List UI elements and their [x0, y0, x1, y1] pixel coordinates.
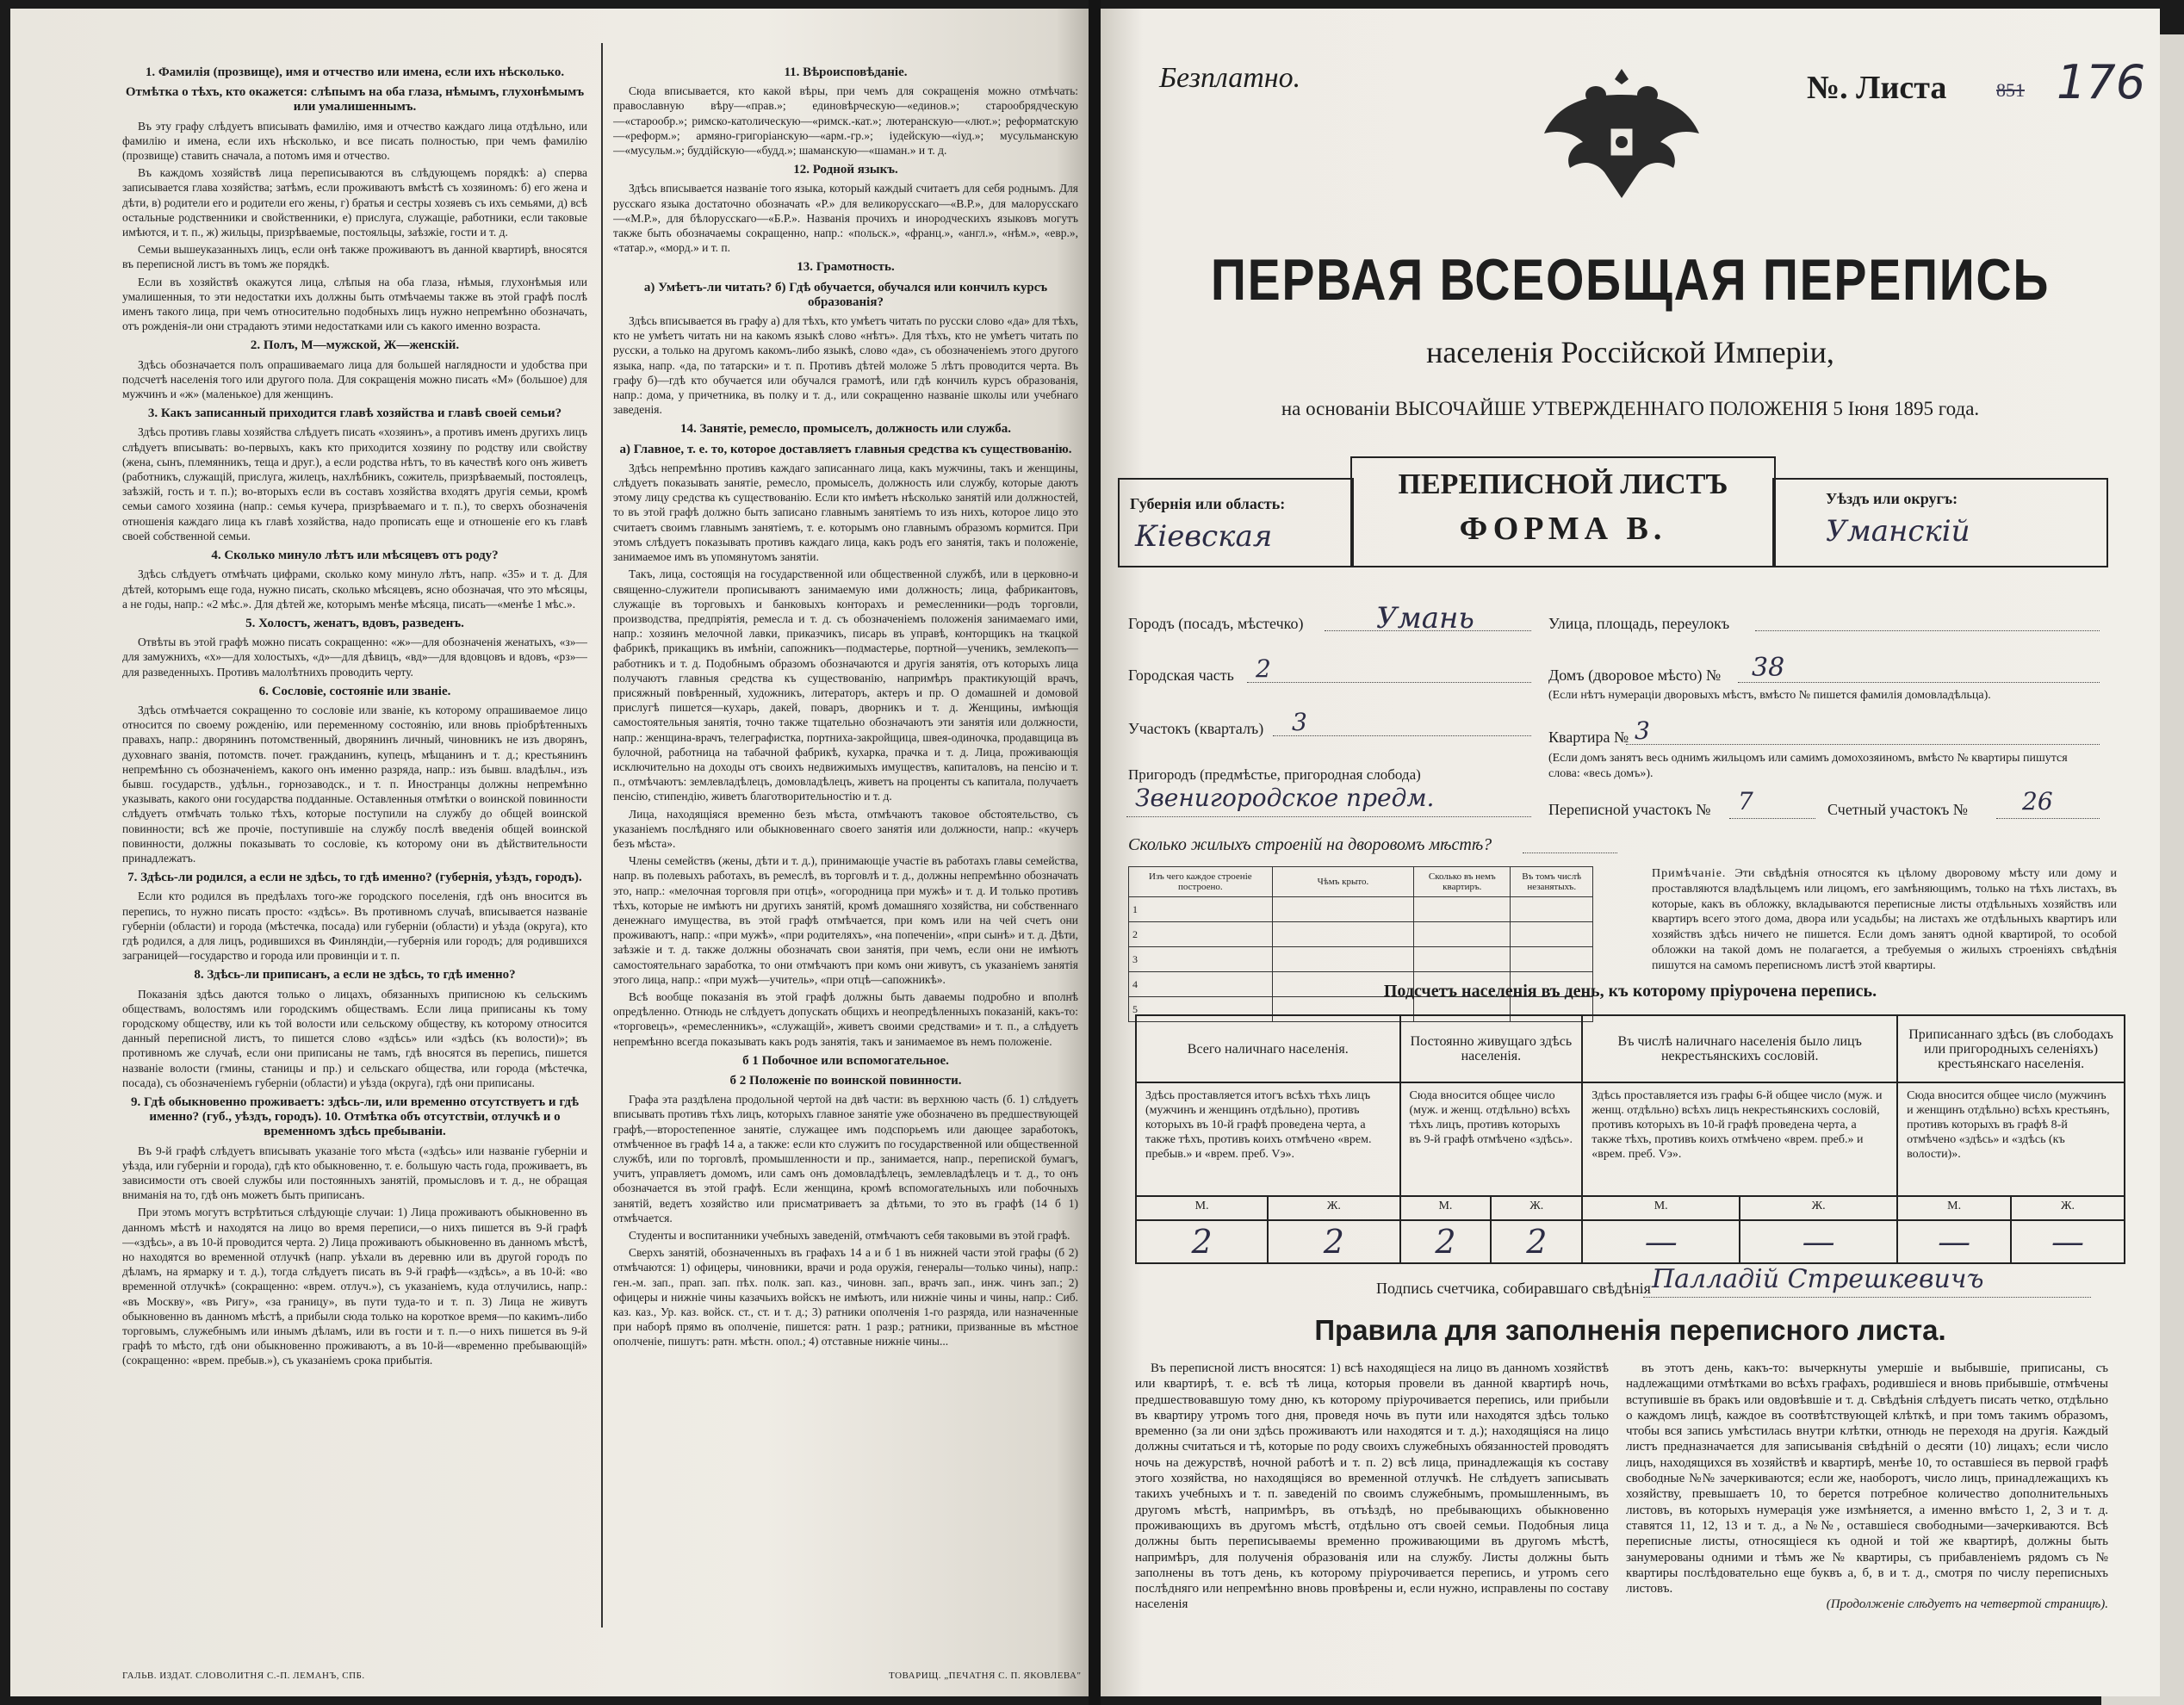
apartment-value: 3	[1635, 716, 1650, 745]
count-header-cell: Въ числѣ наличнаго населенія было лицъ некрестьянскихъ сословій.	[1582, 1015, 1897, 1082]
instruction-paragraph: Графа эта раздѣлена продольной чертой на двѣ части: въ верхнюю часть (б. 1) слѣдуетъ вписывать противъ тѣхъ лицъ, которыхъ главное занятіе уже обозначено въ предшествующей графѣ,—второстепенное занятіе, служащее имъ подспорьемъ или дающее заработокъ, отмѣченное въ графѣ 14 а, а также: если кто служитъ по государственной или общественной службѣ, или по торговлѣ, промышленности и пр., занимается, напр., перепиской бумагъ, учитъ, управляетъ домомъ, или самъ онъ домовладѣлецъ, землевладѣлецъ и т. д., то онъ обозначается въ этой графѣ. Если женщина, кромѣ вспомогательныхъ или побочныхъ занятій, ведетъ хозяйство или присматриваетъ за дѣтьми, то это въ графѣ (14 б 1) отмѣчается.	[613, 1093, 1078, 1224]
buildings-cell	[1511, 922, 1593, 947]
instruction-paragraph: Сверхъ занятій, обозначенныхъ въ графахъ 14 а и б 1 въ нижней части этой графы (б 2) отмѣчаются: 1) офицеры, чиновники, врачи и рода оружія, генералы—только чины), напр.: ген.-м. зап., прап. зап. пѣх. полк. зап. каз., чиновн. зап., врачъ зап., инж. чинъ зап.; 2) офицеры и нижніе чины казачьихъ войскъ не имѣютъ, или нижніе чины и чины, напр.: Сиб. каз. каз., Ур. каз. войск. ст., ст. и т. д.; 3) ратники ополченія 1-го разряда, или назначенные при наборѣ прямо въ ополченіе, пишется: ратн. 1 разр.; ратники, призванные въ мѣстное ополченіе, пишутъ: ратн. мѣстн. опол.; 4) отставные нижніе чины...	[613, 1246, 1078, 1348]
instruction-heading: 1. Фамилія (прозвище), имя и отчество или имена, если ихъ нѣсколько.	[145, 65, 565, 79]
instruction-paragraph: Здѣсь слѣдуетъ отмѣчать цифрами, сколько кому минуло лѣтъ, напр. «35» и т. д. Для дѣтей, которымъ еще года, нужно писать, сколько мѣсяцевъ, ясно обозначая, что это мѣсяцы, а не годы, напр.: «2 мѣс.». Для дѣтей же, которымъ менѣе мѣсяца, писать—«менѣе 1 мѣс.».	[122, 567, 587, 611]
block-underline	[1273, 735, 1531, 736]
instruction-heading: 7. Здѣсь-ли родился, а если не здѣсь, то гдѣ именно? (губернія, уѣздъ, городъ).	[127, 871, 582, 885]
buildings-cell	[1272, 897, 1414, 922]
rules-text-1: Въ переписной листъ вносятся: 1) всѣ находящіеся на лицо въ данномъ хозяйствѣ или квартирѣ, т. е. всѣ тѣ лица, которыя провели въ данной квартирѣ ночь, предшествовавшую тому дню, къ которому пріурочивается перепись, или прибыли въ квартиру утромъ того дня, проведя ночь въ пути или находятся здѣсь только временно (за ли они здѣсь проживаютъ или находятся и т. д.); находящіяся на лицо должны считаться и тѣ, которые по роду своихъ служебныхъ обязанностей проводятъ ночь на дежурствѣ, ночной работѣ и т. п. 2) всѣ лица, принадлежащія къ составу этого хозяйства, но находящіяся во временной отлучкѣ. Не слѣдуетъ записывать такихъ учебныхъ и т. п. заведеній по своимъ служебнымъ, промышленнымъ, въ другомъ мѣстѣ, напримѣръ, въ отъѣздѣ, но пребывающихъ обыкновенно проживающихъ въ другомъ мѣстѣ, отдѣльно отъ своей семьи. Подобныя лица должны быть переписываемы временно проживающими въ другомъ мѣстѣ, напримѣръ, для полученія образованія или на службу. Листы должны быть заполнены въ тотъ день, къ которому пріурочивается перепись, и утромъ сего послѣдняго или непремѣнно вновь провѣрены и, если нужно, исправлены по составу населенія	[1135, 1361, 1609, 1612]
rules-text-2: въ этотъ день, какъ-то: вычеркнуты умершіе и выбывшіе, приписаны, съ надлежащими отмѣтками во всѣхъ графахъ, родившіеся и вновь прибывшіе, отмѣчены вступившіе въ бракъ или овдовѣвшіе и т. д. Свѣдѣнія слѣдуетъ писать четко, отдѣльно о каждомъ лицѣ, каждое въ соотвѣтствующей клѣткѣ, и при томъ такимъ образомъ, чтобы вся запись умѣстилась внутри клѣтки, отнюдь не переходя на другія. Каждый листъ предназначается для записыванія свѣдѣній о десяти (10) лицахъ; если число лицъ, находящихся въ хозяйствѣ и квартирѣ, менѣе 10, то оставшіеся въ первой графѣ свободные №№ зачеркиваются; если же, наоборотъ, число лицъ, принадлежащихъ къ хозяйству, превышаетъ 10, то берется потребное количество дополнительныхъ листовъ, въ которыхъ нумерація уже измѣняется, а именно вмѣсто 1, 2, 3 и т. д. ставятся 11, 12, 13 и т. д., а №№, оставшіеся свободными—зачеркиваются. Всѣ переписные листы, относящіеся къ одной и той же квартирѣ, должны быть занумерованы одними и тѣмъ же № квартиры, съ прибавленіемъ рядомъ съ № квартиры послѣдовательно еще буквъ а, б, в и т. д., смотря по числу переписныхъ листовъ.	[1626, 1361, 2108, 1596]
count-header-cell: Всего наличнаго населенія.	[1136, 1015, 1400, 1082]
signature-underline	[1643, 1297, 2091, 1298]
instruction-heading: б 1 Побочное или вспомогательное.	[742, 1053, 949, 1068]
instructions-column-1	[122, 60, 587, 1636]
female-column-header: Ж.	[1491, 1196, 1582, 1220]
suburb-value: Звенигородское предм.	[1135, 784, 1435, 812]
uezd-box	[1772, 478, 2108, 567]
uezd-label: Уѣздъ или округъ:	[1826, 490, 1958, 507]
population-count-table	[1135, 1014, 2125, 1264]
buildings-header-cell: Сколько въ немъ квартиръ.	[1414, 867, 1511, 897]
population-count-title: Подсчетъ населенія въ день, къ которому пріурочена перепись.	[1383, 982, 1877, 1001]
instruction-heading: а) Умѣетъ-ли читать? б) Гдѣ обучается, обучался или кончилъ курсъ образованія?	[643, 280, 1048, 309]
house-note: (Если нѣтъ нумераціи дворовыхъ мѣстъ, вмѣсто № пишется фамилія домовладѣльца).	[1548, 689, 1991, 702]
male-column-header: М.	[1897, 1196, 2011, 1220]
count-district-label: Счетный участокъ №	[1827, 801, 1968, 818]
form-title-box	[1350, 456, 1776, 567]
street-label: Улица, площадь, переулокъ	[1548, 615, 1730, 632]
buildings-question-underline	[1523, 852, 1617, 853]
census-district-value: 7	[1738, 787, 1753, 815]
census-title: ПЕРВАЯ ВСЕОБЩАЯ ПЕРЕПИСЬ	[1210, 247, 2051, 313]
city-label: Городъ (посадъ, мѣстечко)	[1128, 615, 1304, 632]
instruction-paragraph: При этомъ могутъ встрѣтиться слѣдующіе случаи: 1) Лица проживаютъ обыкновенно въ данномъ мѣстѣ и находятся на лицо во время переписи,—о нихъ пишется въ 9-й графѣ—«здѣсь», а въ 10-й проводится черта. 2) Лица проживаютъ обыкновенно въ данномъ мѣстѣ, но находятся во временной отлучкѣ (напр. уѣхали въ деревню или въ другой городъ по дѣламъ, на ярмарку и т. д.), тогда слѣдуетъ писать въ 9-й графѣ—«здѣсь», а въ 10-й: «во временной отлучкѣ» (сокращенно: «врем. отлуч.»), съ указаніемъ, куда отлучились, напр.: «въ Москву», «въ Ригу», «за границу», въ пути туда-то и т. п. 3) Лица не живутъ обыкновенно въ данномъ мѣстѣ, а прибыли сюда только на короткое время—по какимъ-либо торговымъ, служебнымъ или инымъ дѣламъ, или въ гости и т. п.—о нихъ пишется въ 9-й графѣ то мѣсто, гдѣ они обыкновенно проживаютъ, а въ 10-й—«временно пребывающій» (сокращенно: «врем. пребыв.»), съ указаніемъ срока прибытія.	[122, 1206, 587, 1367]
instruction-paragraph: Здѣсь обозначается полъ опрашиваемаго лица для большей наглядности и удобства при подсчетѣ населенія того или другого пола. Для сокращенія можно писать «М» (большое) для мужчинъ и «ж» (маленькое) для женщинъ.	[122, 357, 587, 401]
instruction-paragraph: Сюда вписывается, кто какой вѣры, при чемъ для сокращенія можно отмѣчать: православную вѣру—«прав.»; единовѣрческую—«единов.»; старообрядческую—«старообр.»; римско-католическую—«римск.-кат.»; лютеранскую—«лют.»; реформатскую—«реформ.»; армяно-григоріанскую—«арм.-гр.»; іудейскую—«іуд.»; мусульманскую—«мусульм.»; буддійскую—«будд.»; шаманскую—«шаман.» и т. д.	[613, 84, 1078, 158]
buildings-cell	[1414, 922, 1511, 947]
legal-basis-line: на основаніи ВЫСОЧАЙШЕ УТВЕРЖДЕННАГО ПОЛОЖЕНІЯ 5 Іюня 1895 года.	[1281, 398, 1980, 419]
instruction-paragraph: Въ 9-й графѣ слѣдуетъ вписывать указаніе того мѣста («здѣсь» или названіе губерніи и уѣзда, или губерніи и города), гдѣ кто обыкновенно, т. е. большую часть года, проживаетъ, въ зависимости отъ своей службы или постоянныхъ занятій, промысловъ и т. д., не обращая вниманія на то, гдѣ онъ можетъ быть приписанъ.	[122, 1144, 587, 1202]
female-column-header: Ж.	[1268, 1196, 1399, 1220]
buildings-row-number: 3	[1129, 947, 1273, 972]
buildings-cell	[1414, 897, 1511, 922]
instruction-paragraph: Если въ хозяйствѣ окажутся лица, слѣпыя на оба глаза, нѣмыя, глухонѣмыя или умалишенныя, то эти недостатки ихъ должны быть отмѣчаемы также въ этой графѣ послѣ именъ такого лица, при чемъ относительно подобныхъ лицъ нужно непремѣнно обозначать, отъ рожденія-ли они страдаютъ этими недостатками или съ какого именно возраста.	[122, 275, 587, 333]
buildings-cell	[1272, 922, 1414, 947]
count-description-cell: Сюда вносится общее число (мужчинъ и женщинъ отдѣльно) всѣхъ крестьянъ, противъ которыхъ въ графѣ 8-й отмѣчено «здѣсь» и «здѣсь (къ волости)».	[1897, 1082, 2125, 1196]
instruction-heading: 3. Какъ записанный приходится главѣ хозяйства и главѣ своей семьи?	[147, 406, 562, 421]
buildings-cell	[1511, 947, 1593, 972]
instruction-paragraph: Такъ, лица, состоящія на государственной или общественной службѣ, или в церковно-и священно-служители прописываютъ занимаемую ими должность; лица, фабрикантовъ, служащіе въ торговыхъ и банковыхъ конторахъ и ремесленники—родъ торговли, производства, предпріятія, ремесла и т. д. съ обозначеніемъ положенія занимаемаго ими, напр.: хозяинъ мелочной лавки, приказчикъ, писарь въ управѣ, конторщикъ на ткацкой фабрикѣ, прикащикъ въ имѣніи, сапожникъ—подмастерье, портной—ученикъ, землекопъ—работникъ и т. д. Подобнымъ образомъ обозначаются и другія занятія, отъ которыхъ лица получаютъ главныя средства къ существованію, напримѣръ практикующій врачъ, присяжный повѣренный, художникъ, литераторъ, актеръ и пр. О домашней и домовой прислугѣ пишется—кухарь, дакей, поваръ, дворникъ и т. д. Женщины, имѣющія самостоятельныя занятія, точно также тщательно обозначаютъ эти занятія или должности, напр.: женщина-врачъ, телеграфистка, портниха-закройщица, швея-одиночка, продавщица въ булочной, работница на табачной фабрикѣ, кухарка, прачка и т. д. Лица, проживающія исключительно на доходы отъ своихъ недвижимыхъ имуществъ, капиталовъ, на пенсію и т. п., отмѣчаютъ: землевладѣлецъ, домовладѣлецъ, живетъ на проценты съ капитала, получаетъ пенсію, стипендію, живетъ благотворительностію и т. д.	[613, 567, 1078, 803]
signature-value: Палладій Стрешкевичъ	[1652, 1264, 1984, 1294]
city-part-label: Городская часть	[1128, 666, 1234, 684]
female-column-header: Ж.	[2011, 1196, 2125, 1220]
instruction-paragraph: Члены семействъ (жены, дѣти и т. д.), принимающіе участіе въ работахъ главы семейства, напр. въ полевыхъ работахъ, въ ремеслѣ, въ торговлѣ и т. д., должны непремѣнно обозначать это, напр.: «мелочная торговля при отцѣ», «огородница при мужѣ» и т. д. И только противъ тѣхъ, которые не имѣютъ ни другихъ занятій, кромѣ домашняго хозяйства, ни собственнаго денежнаго имущества, въ этой графѣ отмѣчается, при комъ или на чей счетъ они проживаютъ, напр.: «при мужѣ», «при родителяхъ», «на попеченіи», «при сынѣ» и т. д. Дѣти, заѣзжіе и т. д. также должны обозначать свои занятія, при чемъ, если они не имѣютъ самостоятельнаго заработка, то они отмѣчаютъ при комъ они живутъ, съ указаніемъ занятія этого лица, напр.: «при мужѣ—учитель», «при отцѣ—сапожникѣ».	[613, 854, 1078, 986]
instruction-paragraph: Здѣсь противъ главы хозяйства слѣдуетъ писать «хозяинъ», а противъ именъ другихъ лицъ слѣдуетъ вписывать: во-первыхъ, какъ кто приходится хозяину по родству или свойству (жена, сынъ, племянникъ, теща и друг.), а если родства нѣтъ, то въ качествѣ кого онъ живетъ (работникъ, служащій, прислуга, жилецъ, нахлѣбникъ, сожитель, призрѣваемый, постоялецъ, заѣзжій, гость и т. п.); во-вторыхъ если въ составъ хозяйства входятъ другія семьи, кромѣ семьи самого хозяина (напр.: семья кучера, призрѣваемаго и т. п.), то сверхъ обозначенія отношенія каждаго лица къ главѣ хозяйства, надо прописать еще и отношеніе его къ главѣ своей собственной семьи.	[122, 425, 587, 542]
apartment-underline	[1626, 744, 2100, 745]
printer-imprint-right: ТОВАРИЩ. „ПЕЧАТНЯ С. П. ЯКОВЛЕВА"	[889, 1671, 1082, 1681]
buildings-row	[1129, 922, 1593, 947]
rules-column-2	[1626, 1361, 2108, 1696]
suburb-underline	[1126, 816, 1531, 817]
city-part-value: 2	[1256, 654, 1271, 683]
instruction-paragraph: Въ эту графу слѣдуетъ вписывать фамилію, имя и отчество каждаго лица отдѣльно, или фамилію и имена, если ихъ нѣсколько, и все писать полностью, при чемъ фамилію (прозвище) ставить сначала, а потомъ имя и отчество.	[122, 119, 587, 163]
buildings-row-number: 5	[1129, 997, 1273, 1022]
buildings-row-number: 1	[1129, 897, 1273, 922]
book-gutter	[1089, 0, 1101, 1705]
column-divider	[601, 43, 603, 1628]
instructions-column-2	[613, 60, 1078, 1636]
count-header-cell: Постоянно живущаго здѣсь населенія.	[1400, 1015, 1583, 1082]
instruction-heading: 13. Грамотность.	[797, 260, 895, 275]
instruction-paragraph: Здѣсь вписывается въ графу а) для тѣхъ, кто умѣетъ читать по русски слово «да» для тѣхъ, кто не умѣетъ читать ни на какомъ языкѣ слово «нѣтъ». Для тѣхъ, кто не умѣетъ читать по русски, а только на другомъ какомъ-либо языкѣ, слово «да», съ обозначеніемъ этого другого языка, напр. «да, по татарски» и т. п. Противъ дѣтей моложе 5 лѣтъ проводится черта. Въ графу б)—гдѣ кто обучается или обучался грамотѣ, или гдѣ кончилъ курсъ образованія, напр.: дома, у причетника, въ полку и т. д., или сокращенно названіе школы или учебнаго заведенія.	[613, 314, 1078, 417]
instruction-paragraph: Отвѣты въ этой графѣ можно писать сокращенно: «ж»—для обозначенія женатыхъ, «з»—для замужнихъ, «х»—для холостыхъ, «д»—для дѣвицъ, «вд»—для вдовцовъ и вдовъ, «рз»—для разведенныхъ. Противъ малолѣтнихъ проводить черту.	[122, 636, 587, 679]
instruction-heading: 6. Сословіе, состояніе или званіе.	[258, 684, 451, 698]
instruction-paragraph: Семьи вышеуказанныхъ лицъ, если онѣ также проживаютъ въ данной квартирѣ, вносятся въ переписной листъ въ томъ же порядкѣ.	[122, 243, 587, 271]
rules-title: Правила для заполненія переписного листа.	[1314, 1314, 1946, 1346]
uezd-value: Уманскій	[1826, 514, 1970, 549]
note-heading: Примѣчаніе.	[1652, 867, 1727, 880]
instruction-heading: 4. Сколько минуло лѣтъ или мѣсяцевъ отъ роду?	[211, 549, 499, 563]
buildings-header-cell: Изъ чего каждое строеніе построено.	[1129, 867, 1273, 897]
count-value-cell: —	[1740, 1220, 1897, 1263]
sheet-number-crossed: 851	[1996, 79, 2025, 101]
female-column-header: Ж.	[1740, 1196, 1897, 1220]
male-column-header: М.	[1400, 1196, 1492, 1220]
note-text: Эти свѣдѣнія относятся къ цѣлому дворовому мѣсту или дому и проставляются владѣльцемъ или лицомъ, его замѣняющимъ, только на тѣхъ листахъ, въ которые, какъ въ обложку, вкладываются переписные листы отдѣльныхъ хозяйствъ или квартиръ всего этого дома, двора или усадьбы; на листахъ же отдѣльныхъ квартиръ или хозяйствъ здѣсь ничего не пишется. Если домъ занятъ одной квартирой, то особой обложки на такой домъ не полагается, а требуемыя о жилыхъ строеніяхъ свѣдѣнія пишутся на самомъ переписномъ листѣ этой квартиры.	[1652, 867, 2117, 972]
count-description-cell: Сюда вносится общее число (муж. и женщ. отдѣльно) всѣхъ тѣхъ лицъ, противъ которыхъ въ 9-й графѣ отмѣчено «здѣсь».	[1400, 1082, 1583, 1196]
gubernia-value: Кіевская	[1135, 519, 1273, 554]
apartment-note: (Если домъ занятъ весь однимъ жильцомъ или самимъ домохозяиномъ, вмѣсто № квартиры пишутся слова: «весь домъ»).	[1548, 752, 2068, 780]
instruction-paragraph: Въ каждомъ хозяйствѣ лица переписываются въ слѣдующемъ порядкѣ: а) сперва записывается глава хозяйства; затѣмъ, если проживаютъ вмѣстѣ съ хозяиномъ: б) его жена и дѣти, в) родители его и родители его жены, г) братья и сестры хозяевъ съ ихъ семьями, д) всѣ остальные родственники и свойственники, е) прислуга, служащіе, работники, если таковые имѣются, и т. п., ж) жильцы, призрѣваемые, постояльцы, заѣзжіе, гости и т. д.	[122, 166, 587, 239]
buildings-header-cell: Чѣмъ крыто.	[1272, 867, 1414, 897]
instruction-heading: 5. Холостъ, женатъ, вдовъ, разведенъ.	[245, 616, 464, 630]
count-value-cell: 2	[1268, 1220, 1399, 1263]
male-column-header: М.	[1136, 1196, 1268, 1220]
buildings-cell	[1272, 947, 1414, 972]
buildings-note	[1652, 866, 2117, 974]
census-district-label: Переписной участокъ №	[1548, 801, 1711, 818]
sheet-number-handwritten: 176	[2057, 55, 2146, 109]
buildings-row-number: 2	[1129, 922, 1273, 947]
house-underline	[1738, 682, 2100, 683]
count-value-cell: —	[1897, 1220, 2011, 1263]
buildings-row-number: 4	[1129, 972, 1273, 997]
count-district-underline	[1996, 818, 2100, 819]
buildings-row	[1129, 947, 1593, 972]
instruction-heading: 12. Родной языкъ.	[793, 163, 898, 177]
form-type: ФОРМА В.	[1459, 511, 1667, 547]
instruction-paragraph: Если кто родился въ предѣлахъ того-же городского поселенія, гдѣ онъ вносится въ перепись, то нужно писать просто: «здѣсь». Въ противномъ случаѣ, вписывается названіе губерніи (области) и города (мѣстечка, посада) или губерніи (области) и уѣзда (округа), кто гдѣ родился, а для лицъ, родившихся въ Финляндіи,—губернія или городъ; для родившихся заграницей—государство и города или провинціи и т. п.	[122, 890, 587, 963]
double-headed-eagle-emblem	[1536, 60, 1708, 207]
instructions-page	[10, 9, 1089, 1696]
count-value-cell: 2	[1400, 1220, 1492, 1263]
form-title: ПЕРЕПИСНОЙ ЛИСТЪ	[1398, 468, 1728, 500]
suburb-label: Пригородъ (предмѣстье, пригородная слобода)	[1128, 766, 1421, 783]
instruction-heading: а) Главное, т. е. то, которое доставляетъ главныя средства къ существованію.	[619, 442, 1072, 456]
city-underline	[1325, 630, 1531, 631]
street-underline	[1755, 630, 2100, 631]
signature-label: Подпись счетчика, собиравшаго свѣдѣнія	[1376, 1280, 1651, 1297]
count-district-value: 26	[2022, 787, 2053, 815]
count-value-cell: —	[1582, 1220, 1740, 1263]
rules-continue: (Продолженіе слѣдуетъ на четвертой страницѣ).	[1826, 1597, 2108, 1612]
instruction-heading: Отмѣтка о тѣхъ, кто окажется: слѣпымъ на оба глаза, нѣмымъ, глухонѣмымъ или умалишеннымъ.	[125, 85, 585, 115]
rules-column-1	[1135, 1361, 1609, 1696]
instruction-paragraph: Показанія здѣсь даются только о лицахъ, обязанныхъ приписною къ сельскимъ обществамъ, волостямъ или городскимъ обществамъ. Если лица приписаны къ тому городскому обществу, или къ той волости или сельскому обществу, къ которому относится данный переписной листъ, то пишется слово «здѣсь» или «здѣсь (къ волости)»; въ противномъ же случаѣ, если они приписаны не тамъ, гдѣ вносятся въ перепись, пишется названіе волости (гмины, станицы и пр.) и сельскаго общества, или города (мѣстечка, посада), съ обозначеніемъ губерніи (области) и уѣзда (округа), гдѣ они приписаны.	[122, 987, 587, 1089]
instruction-heading: б 2 Положеніе по воинской повинности.	[729, 1074, 962, 1088]
instruction-paragraph: Здѣсь вписывается названіе того языка, который каждый считаетъ для себя роднымъ. Для русскаго языка достаточно обозначать «Р.» для великорусскаго—«В.Р.», для малорусскаго—«М.Р.», для бѣлорусскаго—«Б.Р.». Названія прочихъ и инородческихъ языковъ могутъ также быть обозначаемы сокращенно, напр.: «польск.», «франц.», «англ.», «нѣм.», «евр.», «татар.», «морд.» и т. п.	[613, 182, 1078, 255]
count-value-cell: 2	[1491, 1220, 1582, 1263]
instruction-heading: 2. Полъ, М—мужской, Ж—женскій.	[250, 338, 460, 353]
house-value: 38	[1752, 653, 1785, 683]
apartment-label: Квартира №	[1548, 728, 1629, 746]
buildings-cell	[1414, 947, 1511, 972]
printer-imprint-left: ГАЛЬВ. ИЗДАТ. СЛОВОЛИТНЯ С.-П. ЛЕМАНЪ, СПБ.	[122, 1671, 365, 1681]
instruction-heading: 11. Вѣроисповѣданіе.	[784, 65, 908, 79]
count-value-cell: —	[2011, 1220, 2125, 1263]
count-header-cell: Приписаннаго здѣсь (въ слободахъ или пригородныхъ селеніяхъ) крестьянскаго населенія.	[1897, 1015, 2125, 1082]
male-column-header: М.	[1582, 1196, 1740, 1220]
instruction-paragraph: Всѣ вообще показанія въ этой графѣ должны быть даваемы подробно и вполнѣ опредѣленно. Отнюдь не слѣдуетъ допускать общихъ и неопредѣленныхъ показаній, какъ-то: «торговецъ», «ремесленникъ», «служащій», живетъ своими средствами» и т. п., а слѣдуетъ непремѣнно всегда показывать какъ родъ занятія, такъ и занимаемое въ немъ положеніе.	[613, 989, 1078, 1048]
count-description-cell: Здѣсь проставляется изъ графы 6-й общее число (муж. и женщ. отдѣльно) всѣхъ лицъ некрестьянскихъ сословій, противъ которыхъ въ 10-й графѣ проведена черта, а также тѣхъ, противъ коихъ отмѣчено «врем. преб.» и «врем. преб. Vэ».	[1582, 1082, 1897, 1196]
free-label: Безплатно.	[1159, 62, 1301, 94]
instruction-heading: 14. Занятіе, ремесло, промыселъ, должность или служба.	[679, 422, 1012, 437]
instruction-paragraph: Лица, находящіяся временно безъ мѣста, отмѣчаютъ таковое обстоятельство, съ указаніемъ послѣдняго или обыкновеннаго своего занятія или должности, напр.: «кучеръ безъ мѣста».	[613, 807, 1078, 850]
buildings-header-cell: Въ томъ числѣ незанятыхъ.	[1511, 867, 1593, 897]
census-subtitle: населенія Россійской Имперіи,	[1426, 335, 1834, 369]
census-district-underline	[1729, 818, 1815, 819]
buildings-row	[1129, 897, 1593, 922]
census-form-page	[1101, 9, 2160, 1696]
house-label: Домъ (дворовое мѣсто) №	[1548, 666, 1722, 684]
instruction-heading: 9. Гдѣ обыкновенно проживаетъ: здѣсь-ли, или временно отсутствуетъ и гдѣ именно? (губ., уѣздъ, городъ). 10. Отмѣтка объ отсутствіи, отлучкѣ и о временномъ здѣсь пребываніи.	[131, 1095, 579, 1139]
count-value-cell: 2	[1136, 1220, 1268, 1263]
instruction-paragraph: Здѣсь непремѣнно противъ каждаго записаннаго лица, какъ мужчины, такъ и женщины, слѣдуетъ показывать занятіе, ремесло, промыселъ, должность или службу, которые даютъ этому лицу средства къ существованію. Если кто имѣетъ нѣсколько занятій или должностей, то въ этой графѣ должно быть записано главнымъ занятіемъ то изъ нихъ, которое лицо это считаетъ своимъ главнымъ занятіемъ, т. е. которымъ оно главнымъ образомъ кормится. При этомъ слѣдуетъ показывать противъ каждаго лица, какъ родъ его занятія, такъ и положеніе, занимаемое имъ въ упомянутомъ занятіи.	[613, 461, 1078, 564]
instruction-heading: 8. Здѣсь-ли приписанъ, а если не здѣсь, то гдѣ именно?	[194, 968, 516, 983]
buildings-cell	[1511, 897, 1593, 922]
city-part-underline	[1247, 682, 1531, 683]
block-value: 3	[1292, 708, 1307, 736]
instruction-paragraph: Здѣсь отмѣчается сокращенно то сословіе или званіе, къ которому опрашиваемое лицо относится по своему рожденію, или переменному состоянію, или вновь пріобрѣтенныхъ правахъ, напр.: дворянинъ потомственный, дворянинъ личный, чиновникъ не изъ дворянъ, духовнаго званія, потомств. почет. гражданинъ, купецъ, мѣщанинъ и т. д.; крестьянинъ непремѣнно съ обозначеніемъ, какого онъ именно разряда, напр.: изъ бывш. владѣльч., изъ бывш. государств., удѣльн., горнозаводск., и т. п. Иностранцы должны непремѣнно указывать, какого они государства подданные. Оставленныя отмѣтки о воинской повинности слѣдуетъ отмѣчать только тѣхъ, которые поступили на службу до общей воинской повинности; всѣ же прочіе, поступившіе на службу послѣ введенія общей воинской повинности, должны показывать то сословіе, къ которому они въ дѣйствительности принадлежатъ.	[122, 703, 587, 865]
sheet-number-label: №. Листа	[1807, 70, 1947, 106]
block-label: Участокъ (кварталъ)	[1128, 720, 1264, 737]
instruction-paragraph: Студенты и воспитанники учебныхъ заведеній, отмѣчаютъ себя таковыми въ этой графѣ.	[629, 1229, 1070, 1243]
gubernia-label: Губернія или область:	[1130, 495, 1286, 512]
gubernia-box	[1118, 478, 1354, 567]
count-description-cell: Здѣсь проставляется итогъ всѣхъ тѣхъ лицъ (мужчинъ и женщинъ отдѣльно), противъ которыхъ въ 10-й графѣ проведена черта, а также тѣхъ, противъ коихъ отмѣчено «врем. пребыв.» и «врем. преб. Vэ».	[1136, 1082, 1400, 1196]
city-value: Умань	[1376, 601, 1474, 636]
buildings-question: Сколько жилыхъ строеній на дворовомъ мѣстѣ?	[1128, 835, 1492, 854]
